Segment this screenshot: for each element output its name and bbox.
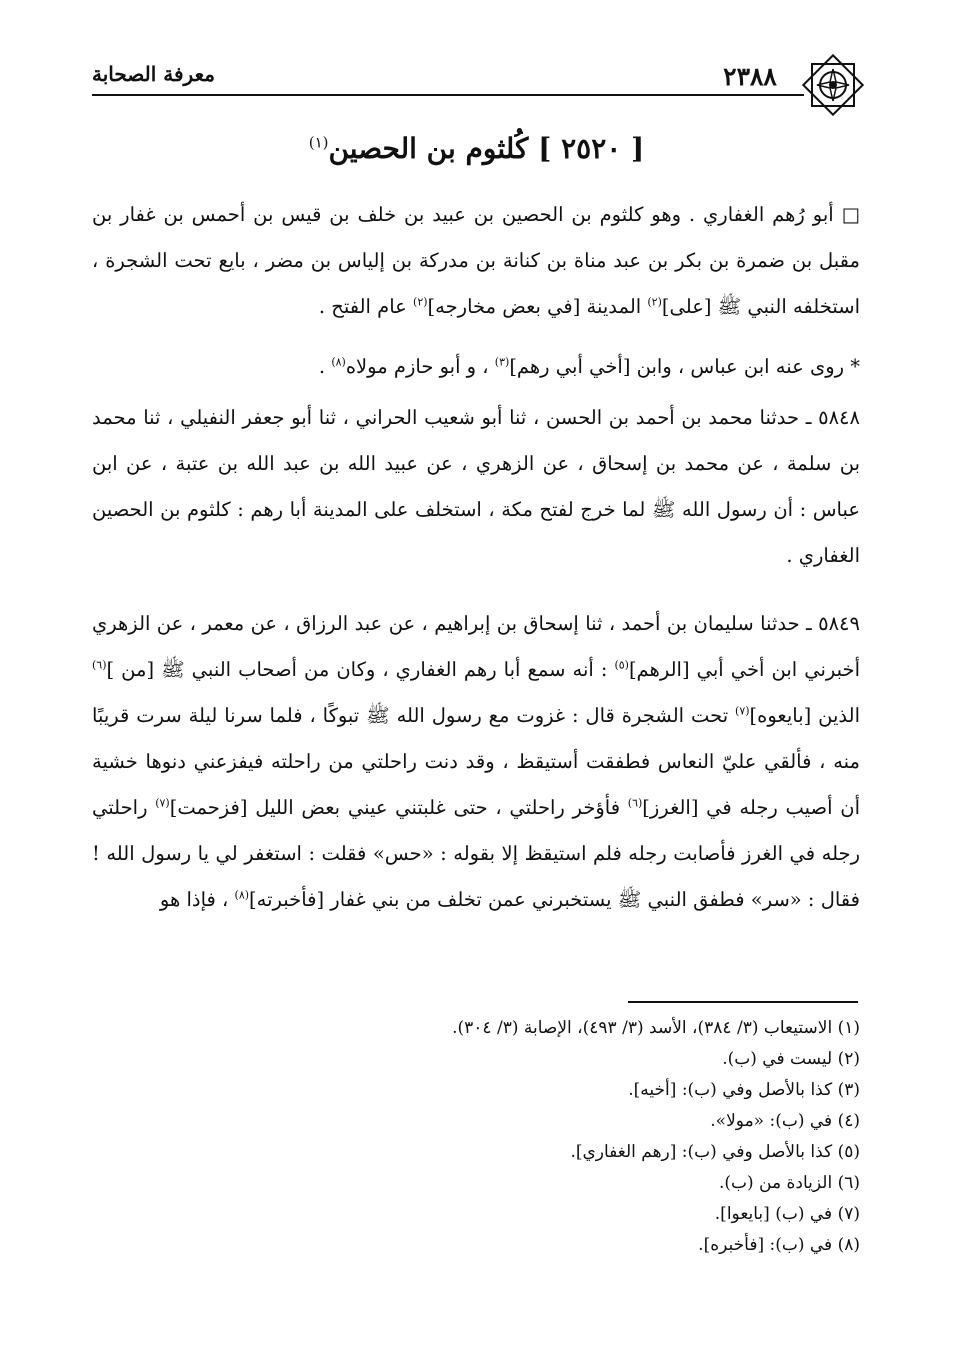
text-run: * روى عنه ابن عباس ، وابن [أخي أبي رهم] — [509, 355, 860, 378]
footnote-ref: (٦) — [627, 796, 643, 810]
text-run: . — [318, 355, 332, 378]
paragraph-narrators — [92, 344, 860, 390]
footnote-item: (٢) ليست في (ب). — [722, 1049, 860, 1069]
footnote-ref: (٣) — [494, 355, 510, 369]
running-head-title: معرفة الصحابة — [92, 62, 215, 86]
footnote-ref: (٧) — [735, 704, 750, 718]
text-run: : أنه سمع أبا رهم الغفاري ، وكان من أصحاب النبي ﷺ [من ] — [106, 658, 615, 681]
text-run: ، فإذا هو — [159, 888, 235, 911]
text-run: عام الفتح . — [318, 295, 414, 318]
footnote-item: (٥) كذا بالأصل وفي (ب): [رهم الغفاري]. — [570, 1142, 860, 1162]
footnote-item: (٣) كذا بالأصل وفي (ب): [أخيه]. — [628, 1080, 860, 1100]
text-run: ، و أبو حازم مولاه — [345, 355, 495, 378]
entry-title-footnote-ref: (١) — [308, 133, 329, 152]
entry-title — [150, 132, 803, 165]
footnote-ref: (٢) — [647, 295, 662, 309]
text-run: راحلتي رجله في الغرز فأصابت رجله فلم استيقظ إلا بقوله : «حس» فقلت : استغفر لي يا رسول الله ! فقال : «سر» فطفق النبي ﷺ يستخبرني عمن تخلف من بني غفار [فأخبرته] — [92, 796, 860, 911]
footnote-ref: (٨) — [234, 888, 250, 902]
page-number: ٢٣٨٨ — [723, 62, 777, 91]
entry-title-text: [ ٢٥٢٠ ] كُلثوم بن الحصين — [328, 132, 645, 165]
footnote-item: (٦) الزيادة من (ب). — [718, 1173, 860, 1193]
footnote-ref: (٨) — [331, 355, 346, 369]
text-run: □ أبو رُهم الغفاري . وهو كلثوم بن الحصين بن عبيد بن خلف بن قيس بن أحمس بن غفار بن مقبل بن ضمرة بن بكر بن عبد مناة بن كنانة بن مدركة بن إلياس بن مضر ، بايع تحت الشجرة ، استخلفه النبي ﷺ [على] — [92, 203, 860, 318]
footnotes-list — [300, 1013, 860, 1261]
footnote-item: (٤) في (ب): «مولا». — [710, 1111, 860, 1131]
octagonal-star-ornament-icon — [800, 52, 866, 118]
paragraph-hadith-5848 — [92, 395, 860, 579]
header-divider — [92, 94, 804, 96]
text-run: المدينة [في بعض مخارجه] — [427, 295, 648, 318]
footnote-ref: (٧) — [155, 796, 170, 810]
footnote-item: (٧) في (ب) [بايعوا]. — [714, 1204, 860, 1224]
paragraph-biography — [92, 192, 860, 330]
footnote-ref: (٥) — [614, 658, 629, 672]
text-run: فأؤخر راحلتي ، حتى غلبتني عيني بعض الليل [فزحمت] — [169, 796, 628, 819]
text-run: ٥٨٤٩ ـ حدثنا سليمان بن أحمد ، ثنا إسحاق بن إبراهيم ، عن عبد الرزاق ، عن معمر ، عن الزهري أخبرني ابن أخي أبي [الرهم] — [92, 612, 860, 681]
text-run: الذين [بايعوه] — [749, 704, 860, 727]
footnote-item: (١) الاستيعاب (٣/ ٣٨٤)، الأسد (٣/ ٤٩٣)، الإصابة (٣/ ٣٠٤). — [452, 1018, 860, 1038]
footnote-divider — [628, 1001, 858, 1003]
footnote-ref: (٢) — [413, 295, 428, 309]
paragraph-hadith-5849 — [92, 601, 860, 923]
text-run: تحت الشجرة قال : غزوت مع رسول الله ﷺ تبوكًا ، فلما سرنا ليلة سرت قريبًا منه ، فألقي عليّ النعاس فطفقت أستيقظ ، وقد دنت راحلتي من راحلته فيفزعني دنوها خشية أن أصيب رجله في [الغرز] — [92, 704, 860, 819]
text-run: ٥٨٤٨ ـ حدثنا محمد بن أحمد بن الحسن ، ثنا أبو شعيب الحراني ، ثنا أبو جعفر النفيلي ، ثنا محمد بن سلمة ، عن محمد بن إسحاق ، عن الزهري ، عن عبيد الله بن عبد الله بن عتبة ، عن ابن عباس : أن رسول الله ﷺ لما خرج لفتح مكة ، استخلف على المدينة أبا رهم : كلثوم بن الحصين الغفاري . — [92, 406, 860, 567]
footnote-ref: (٦) — [92, 658, 107, 672]
footnote-item: (٨) في (ب): [فأخبره]. — [698, 1235, 860, 1255]
